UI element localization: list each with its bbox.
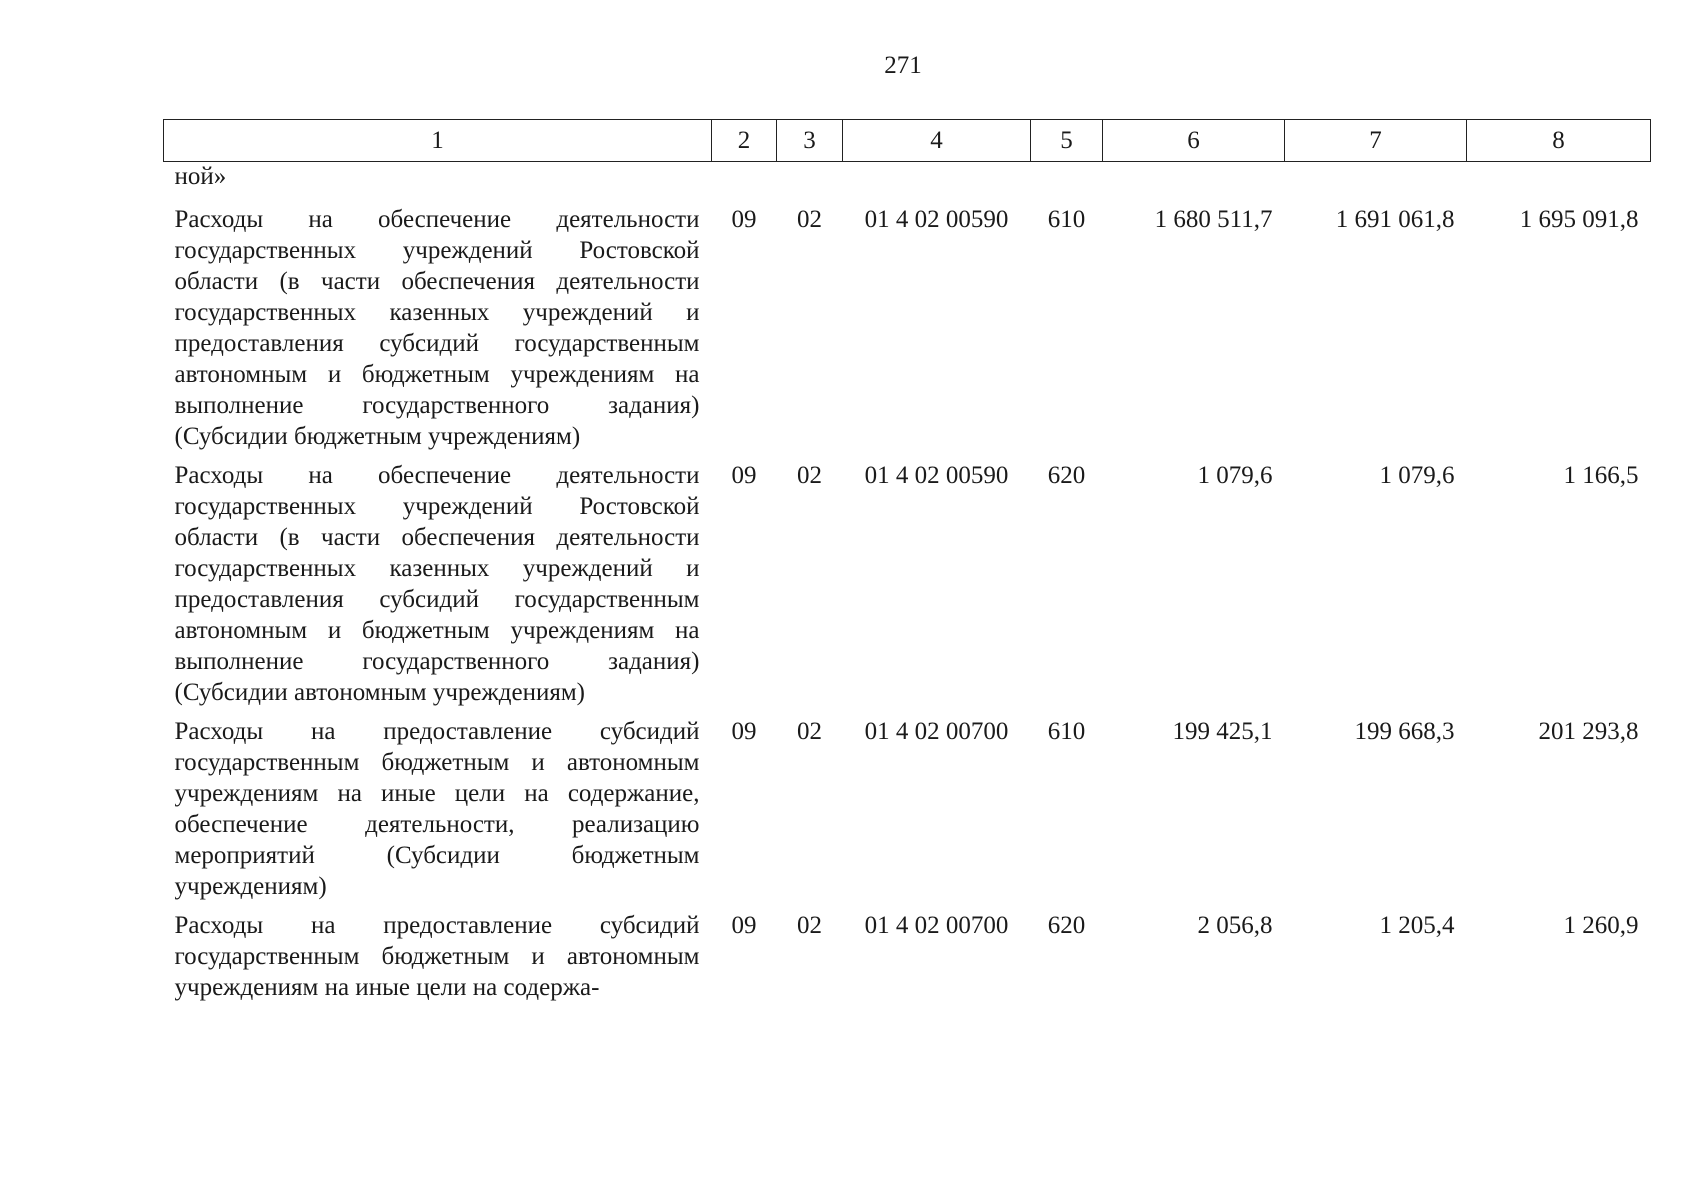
row-expense-type: 610	[1047, 718, 1086, 745]
column-header: 5	[1031, 120, 1103, 162]
budget-table	[163, 119, 1651, 1003]
row-amount-year2: 1 205,4	[1379, 912, 1455, 939]
row-subsection: 02	[797, 912, 822, 939]
column-header: 8	[1467, 120, 1651, 162]
column-header: 4	[843, 120, 1031, 162]
table-row	[164, 204, 1651, 460]
row-expense-type: 620	[1047, 912, 1086, 939]
table-row	[164, 716, 1651, 910]
row-subsection: 02	[797, 462, 822, 489]
row-amount-year3: 1 695 091,8	[1519, 206, 1639, 233]
row-target-article: 01 4 02 00700	[864, 912, 1009, 939]
row-target-article: 01 4 02 00590	[864, 462, 1009, 489]
page-number: 271	[884, 52, 922, 79]
column-header: 1	[164, 120, 712, 162]
row-description: Расходы на предоставление субсидий государственным бюджетным и автономным учреждениям на иные цели на содержание, обеспечение деятельности, реализацию мероприятий (Субсидии бюджетным учреждениям)	[174, 718, 700, 900]
row-amount-year3: 1 260,9	[1563, 912, 1639, 939]
table-body	[164, 162, 1651, 1004]
row-amount-year2: 1 079,6	[1379, 462, 1455, 489]
row-amount-year3: 201 293,8	[1538, 718, 1639, 745]
header-row	[164, 120, 1651, 162]
row-subsection: 02	[797, 206, 822, 233]
table-row	[164, 460, 1651, 716]
row-expense-type: 620	[1047, 462, 1086, 489]
row-expense-type: 610	[1047, 206, 1086, 233]
row-description: Расходы на предоставление субсидий государственным бюджетным и автономным учреждениям на иные цели на содержа-	[174, 912, 700, 1001]
column-header: 7	[1285, 120, 1467, 162]
row-amount-year1: 1 680 511,7	[1154, 206, 1273, 233]
row-target-article: 01 4 02 00700	[864, 718, 1009, 745]
row-amount-year1: 199 425,1	[1172, 718, 1273, 745]
row-amount-year3: 1 166,5	[1563, 462, 1639, 489]
row-section: 09	[731, 206, 757, 233]
row-section: 09	[731, 462, 757, 489]
continuation-text: ной»	[174, 163, 227, 190]
row-amount-year2: 199 668,3	[1354, 718, 1455, 745]
row-subsection: 02	[797, 718, 822, 745]
row-amount-year1: 1 079,6	[1197, 462, 1273, 489]
row-amount-year2: 1 691 061,8	[1335, 206, 1455, 233]
column-header: 2	[712, 120, 777, 162]
column-header: 6	[1103, 120, 1285, 162]
column-header: 3	[777, 120, 843, 162]
row-section: 09	[731, 912, 757, 939]
row-amount-year1: 2 056,8	[1197, 912, 1273, 939]
table-row	[164, 910, 1651, 1003]
continuation-row	[164, 162, 1651, 205]
row-description: Расходы на обеспечение деятельности государственных учреждений Ростовской области (в части обеспечения деятельности государственных казенных учреждений и предоставления субсидий государственным автономным и бюджетным учреждениям на выполнение государственного задания) (Субсидии автономным учреждениям)	[174, 462, 700, 706]
row-description: Расходы на обеспечение деятельности государственных учреждений Ростовской области (в части обеспечения деятельности государственных казенных учреждений и предоставления субсидий государственным автономным и бюджетным учреждениям на выполнение государственного задания) (Субсидии бюджетным учреждениям)	[174, 206, 700, 450]
row-section: 09	[731, 718, 757, 745]
table-header	[164, 120, 1651, 162]
row-target-article: 01 4 02 00590	[864, 206, 1009, 233]
